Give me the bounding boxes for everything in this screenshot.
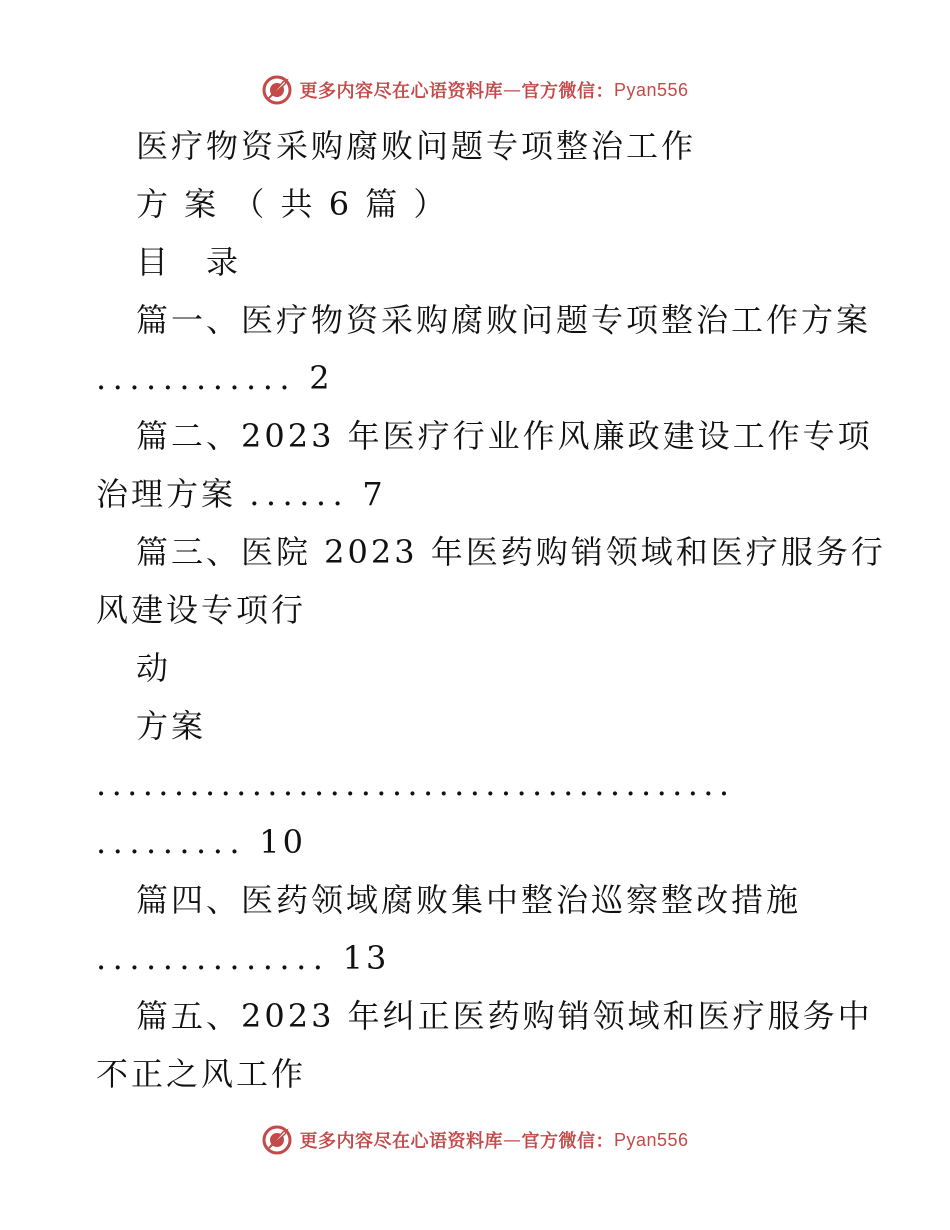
quill-pen-logo-icon [261, 74, 293, 106]
footer-banner [0, 1120, 950, 1160]
toc-entry-4-title: 篇四、医药领域腐败集中整治巡察整改措施 [136, 881, 802, 919]
header-banner [0, 70, 950, 110]
toc-entry-4-leader [96, 938, 389, 978]
toc-entry-1-leader [96, 358, 333, 398]
toc-page-number: 2 [309, 359, 333, 397]
toc-entry-3-title: 篇三、医院 2023 年医药购销领域和医疗服务行 [136, 533, 886, 571]
doc-title-line-2: 方 案 （ 共 6 篇 ） [136, 185, 449, 223]
toc-entry-5-title-cont: 不正之风工作 [96, 1055, 307, 1093]
toc-entry-2-title-cont: 治理方案 [96, 475, 237, 513]
toc-page-number: 13 [342, 939, 390, 977]
banner-suffix: 官方微信： [521, 1131, 614, 1152]
banner-suffix: 官方微信： [521, 81, 614, 102]
toc-entry-3-title-cont-3: 方案 [136, 707, 207, 745]
toc-entry-3-leader [96, 822, 306, 862]
toc-page-number: 7 [362, 475, 386, 513]
toc-entry-1-title: 篇一、医疗物资采购腐败问题专项整治工作方案 [136, 301, 872, 339]
banner-text: 更多内容尽在心语资料库 [299, 81, 503, 102]
banner-wechat-id: Pyan556 [613, 79, 689, 100]
toc-entry-2-title: 篇二、2023 年医疗行业作风廉政建设工作专项 [136, 417, 873, 455]
doc-title-line-1: 医疗物资采购腐败问题专项整治工作 [136, 127, 697, 165]
toc-page-number: 10 [259, 823, 306, 861]
banner-text: 更多内容尽在心语资料库 [299, 1131, 503, 1152]
toc-entry-3-title-cont-2: 动 [136, 649, 172, 687]
toc-dots: ......................................... [96, 765, 735, 803]
toc-entry-2-leader [96, 474, 386, 514]
banner-wechat-id: Pyan556 [613, 1129, 689, 1150]
toc-entry-5-title: 篇五、2023 年纠正医药购销领域和医疗服务中 [136, 997, 873, 1035]
toc-heading: 目 录 [136, 243, 242, 281]
toc-dots: .............. [96, 939, 330, 977]
toc-dots: ............ [96, 359, 297, 397]
toc-entry-3-title-cont: 风建设专项行 [96, 591, 307, 629]
toc-dots: ...... [249, 475, 350, 513]
banner-dash: — [502, 1129, 522, 1151]
toc-dots: ......... [96, 823, 247, 861]
banner-dash: — [502, 79, 522, 101]
quill-pen-logo-icon [261, 1124, 293, 1156]
